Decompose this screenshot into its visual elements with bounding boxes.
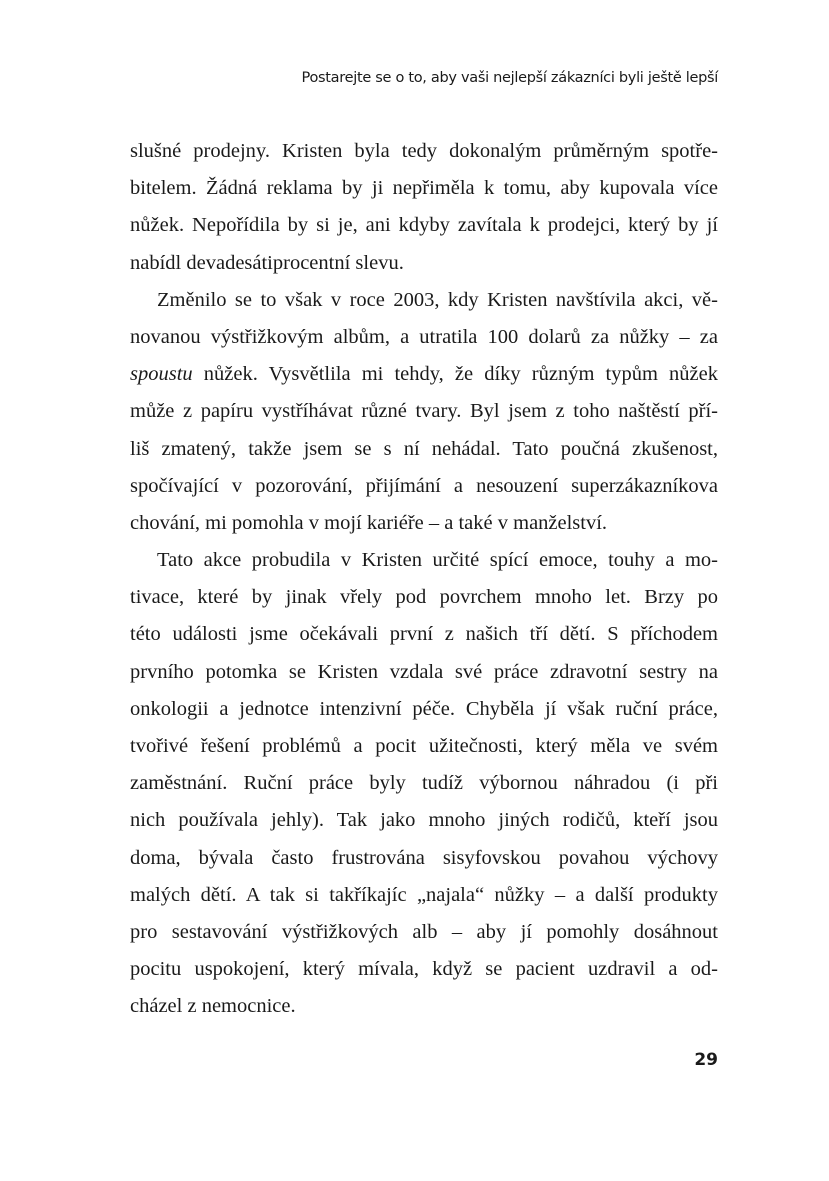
text-line: nabídl devadesátiprocentní slevu. [130,251,404,274]
text-line: pro sestavování výstřižkových alb – aby jí pomohly dosáhnout [130,920,718,943]
text-segment: nůžek. Vysvětlila mi tehdy, že díky různým typům nůžek [192,363,718,386]
text-line: spočívající v pozorování, přijímání a nesouzení superzákazníkova [130,474,718,497]
text-line: chování, mi pomohla v mojí kariéře – a také v manželství. [130,511,608,534]
text-line: zaměstnání. Ruční práce byly tudíž výbornou náhradou (i při [130,772,718,795]
text-line: Změnilo se to však v roce 2003, kdy Kristen navštívila akci, vě- [157,288,718,311]
text-line: prvního potomka se Kristen vzdala své práce zdravotní sestry na [130,660,718,683]
text-line: cházel z nemocnice. [130,995,296,1018]
text-line: tvořivé řešení problémů a pocit užitečnosti, který měla ve svém [130,735,718,757]
text-line: bitelem. Žádná reklama by ji nepřiměla k tomu, aby kupovala více [130,177,718,200]
text-line: nůžek. Nepořídila by si je, ani kdyby zavítala k prodejci, který by jí [130,214,718,237]
italic-emphasis: spoustu [130,363,193,386]
text-line [130,356,718,393]
running-head: Postarejte se o to, aby vaši nejlepší zákazníci byli ještě lepší [301,70,718,86]
body-text [130,133,718,1026]
text-line: Tato akce probudila v Kristen určité spící emoce, touhy a mo- [157,549,718,572]
text-line: onkologii a jednotce intenzivní péče. Chyběla jí však ruční práce, [130,697,718,720]
text-line: pocitu uspokojení, který mívala, když se pacient uzdravil a od- [130,958,718,981]
text-line: této události jsme očekávali první z našich tří dětí. S příchodem [130,623,718,646]
text-line: slušné prodejny. Kristen byla tedy dokonalým průměrným spotře- [130,140,718,162]
paragraph [130,133,718,282]
text-line: malých dětí. A tak si takříkajíc „najala“ nůžky – a další produkty [130,883,718,906]
paragraph [130,282,718,542]
text-line: může z papíru vystříhávat různé tvary. Byl jsem z toho naštěstí pří- [130,400,718,423]
text-line: liš zmatený, takže jsem se s ní nehádal. Tato poučná zkušenost, [130,437,718,460]
text-line: doma, bývala často frustrována sisyfovskou povahou výchovy [130,846,718,869]
page-number: 29 [694,1050,718,1070]
text-line: nich používala jehly). Tak jako mnoho jiných rodičů, kteří jsou [130,809,718,832]
text-line: tivace, které by jinak vřely pod povrchem mnoho let. Brzy po [130,586,718,609]
paragraph [130,542,718,1025]
text-line: novanou výstřižkovým albům, a utratila 100 dolarů za nůžky – za [130,325,718,348]
